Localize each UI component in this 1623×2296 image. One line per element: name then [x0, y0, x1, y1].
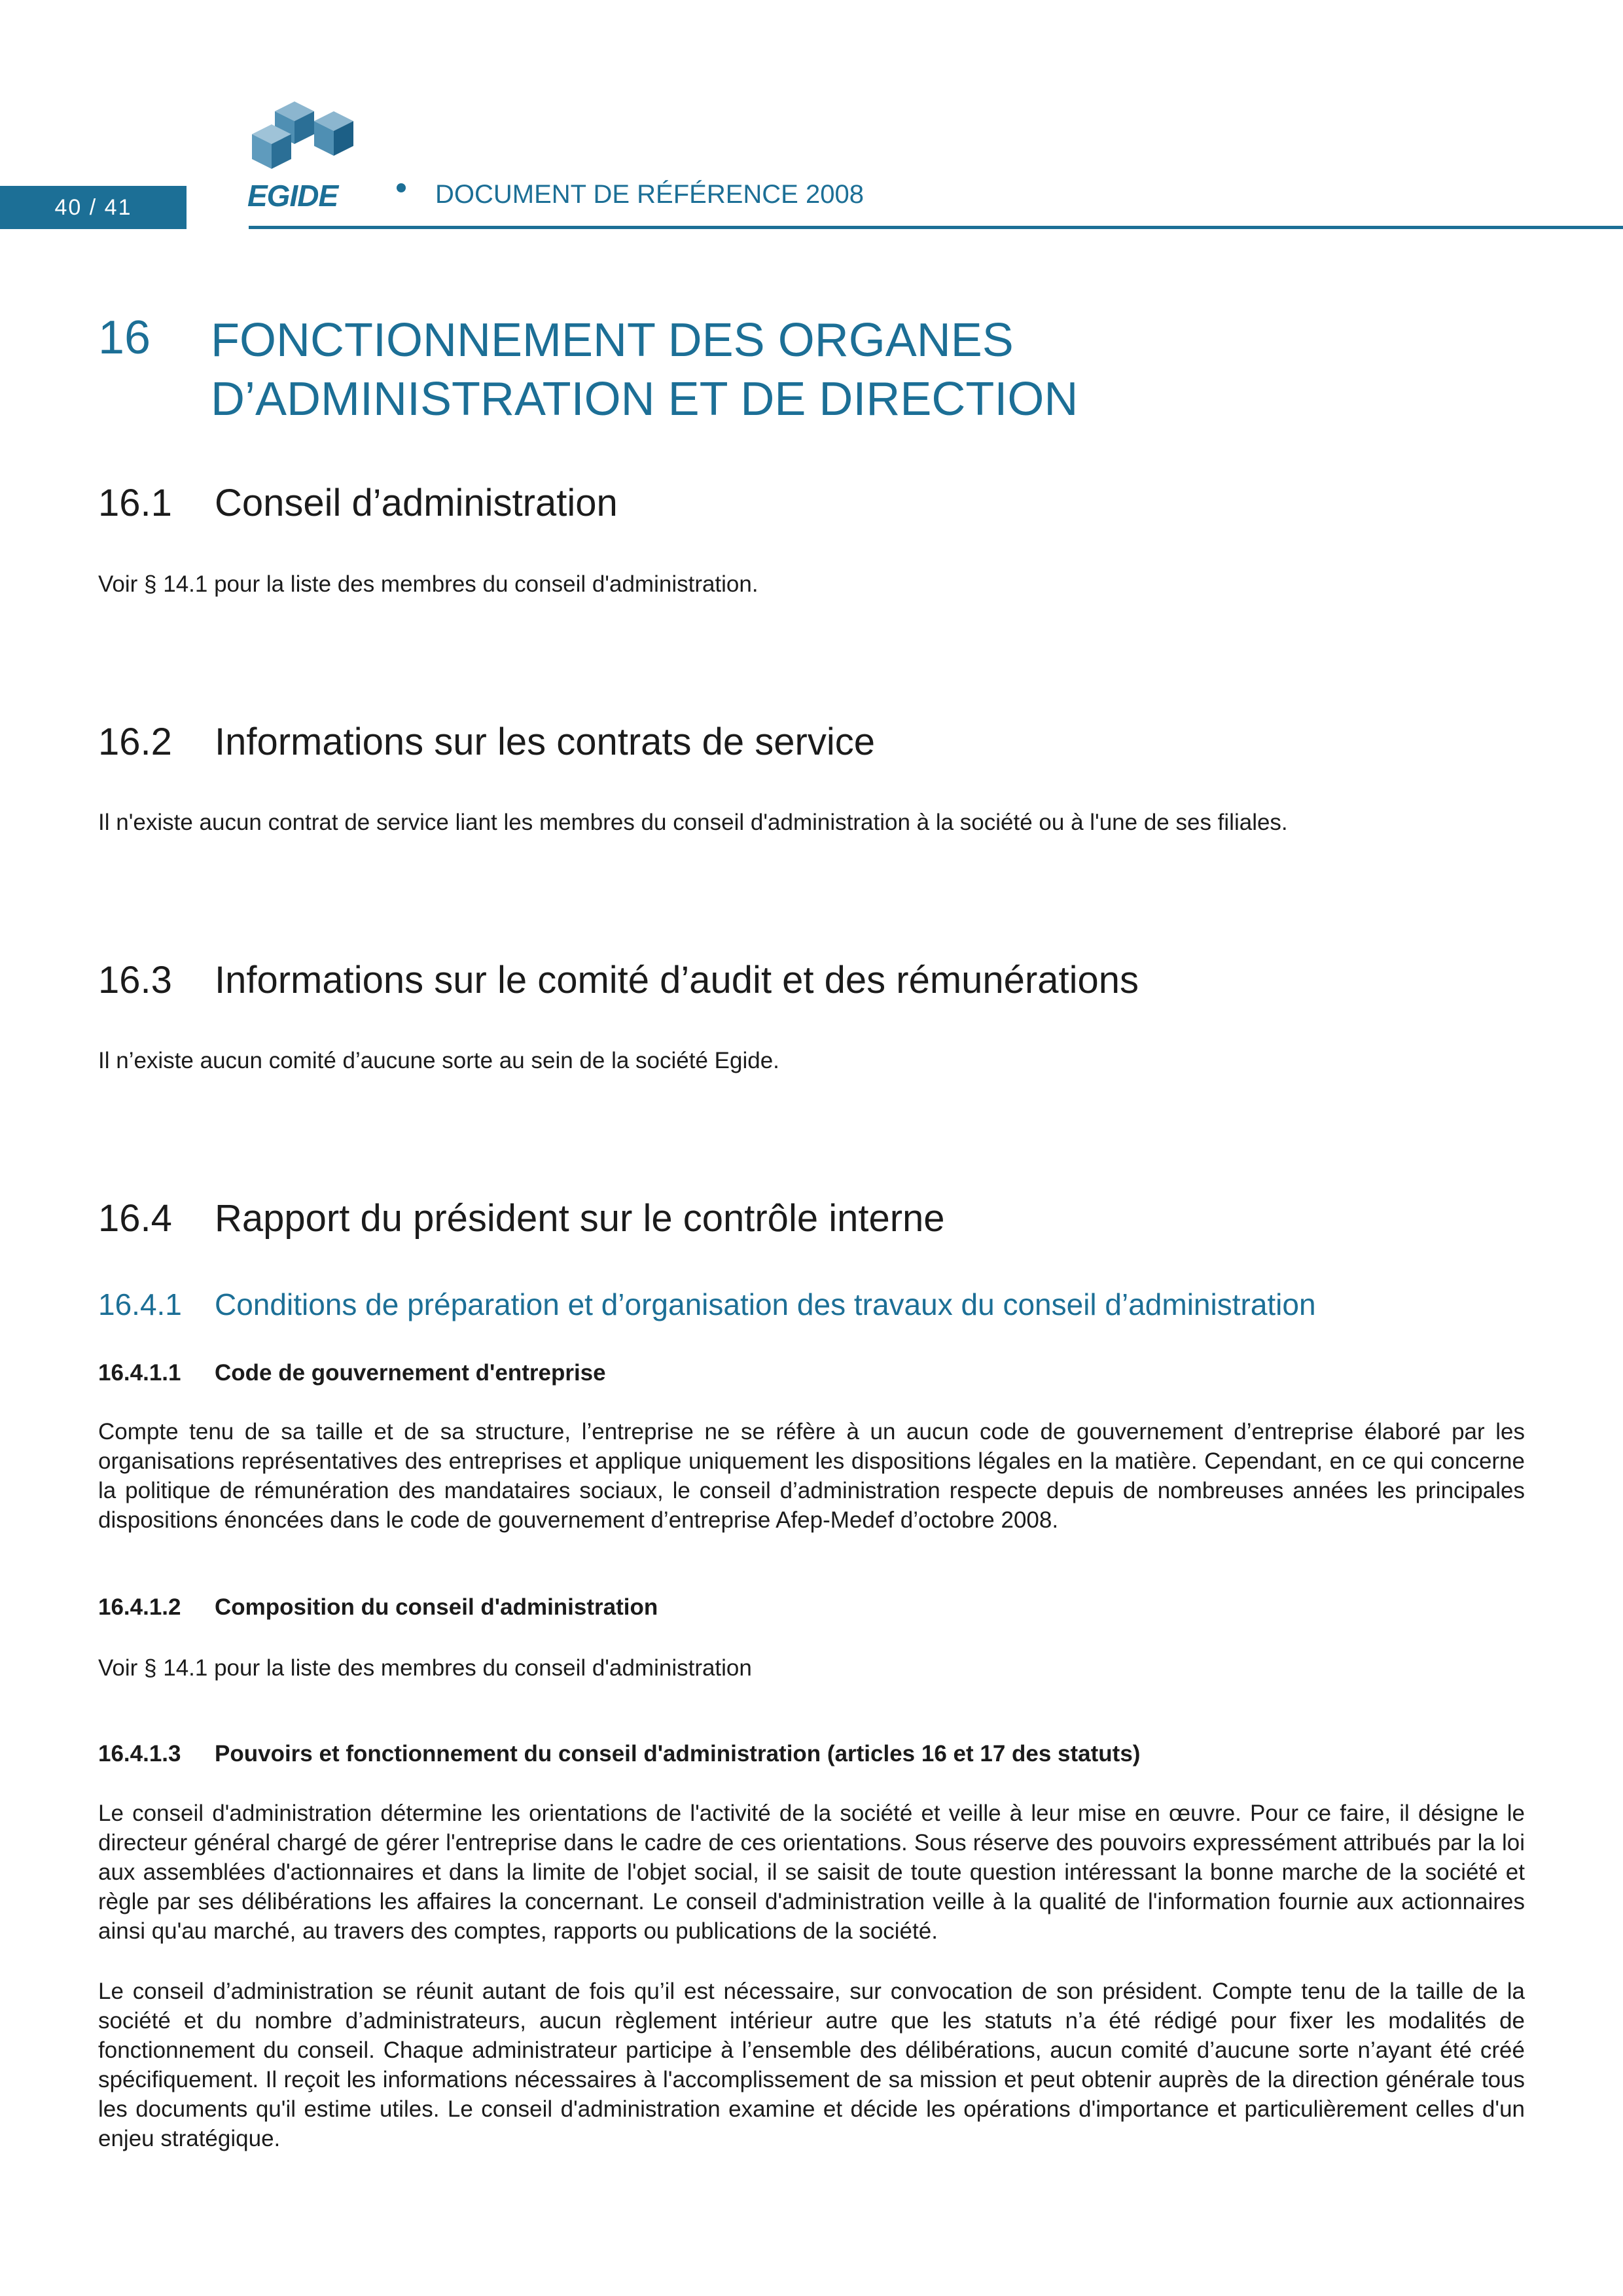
section-number: 16.2 — [98, 721, 172, 763]
chapter-number: 16 — [98, 312, 151, 364]
header-divider — [249, 226, 1623, 229]
document-title: DOCUMENT DE RÉFÉRENCE 2008 — [435, 180, 864, 209]
section-text: Il n'existe aucun contrat de service liant les membres du conseil d'administration à la société ou à l'une de ses filiales. — [98, 810, 1288, 835]
section-number: 16.1 — [98, 482, 172, 524]
subsubsection-number: 16.4.1.2 — [98, 1594, 181, 1620]
subsection-number: 16.4.1 — [98, 1287, 182, 1321]
section-number: 16.4 — [98, 1197, 172, 1240]
body-paragraph: Voir § 14.1 pour la liste des membres du conseil d'administration — [98, 1655, 752, 1681]
subsubsection-title: Code de gouvernement d'entreprise — [215, 1360, 606, 1386]
section-number: 16.3 — [98, 959, 172, 1001]
section-title: Conseil d’administration — [215, 482, 618, 524]
section-text: Il n’existe aucun comité d’aucune sorte au sein de la société Egide. — [98, 1048, 779, 1073]
subsubsection-number: 16.4.1.3 — [98, 1741, 181, 1767]
chapter-title: FONCTIONNEMENT DES ORGANES D’ADMINISTRATION ET DE DIRECTION — [211, 314, 1079, 425]
body-paragraph: Le conseil d’administration se réunit autant de fois qu’il est nécessaire, sur convocation de son président. Compte tenu de la taille de la société et du nombre d’administrateurs, aucun règlement intérieur autre que les statuts n’a été rédigé pour fixer les modalités de fonctionnement du conseil. Chaque administrateur participe à l’ensemble des délibérations, aucun comité d’aucune sorte n’ayant été créé spécifiquement. Il reçoit les informations nécessaires à l'accomplissement de sa mission et peut obtenir auprès de la direction générale tous les documents qu'il estime utiles. Le conseil d'administration examine et décide les opérations d'importance et particulièrement celles d'un enjeu stratégique. — [98, 1979, 1525, 2151]
subsubsection-title: Pouvoirs et fonctionnement du conseil d'administration (articles 16 et 17 des statuts) — [215, 1741, 1141, 1767]
section-text: Voir § 14.1 pour la liste des membres du conseil d'administration. — [98, 571, 758, 597]
subsubsection-number: 16.4.1.1 — [98, 1360, 181, 1386]
header-bullet — [397, 183, 406, 192]
subsection-title: Conditions de préparation et d’organisation des travaux du conseil d’administration — [215, 1287, 1316, 1321]
section-title: Informations sur le comité d’audit et des rémunérations — [215, 959, 1139, 1001]
section-title: Informations sur les contrats de service — [215, 721, 875, 763]
subsubsection-title: Composition du conseil d'administration — [215, 1594, 658, 1620]
body-paragraph: Le conseil d'administration détermine les orientations de l'activité de la société et veille à leur mise en œuvre. Pour ce faire, il désigne le directeur général chargé de gérer l'entreprise dans le cadre de ces orientations. Sous réserve des pouvoirs expressément attribués par la loi aux assemblées d'actionnaires et dans la limite de l'objet social, il se saisit de toute question intéressant la bonne marche de la société et règle par ses délibérations les affaires la concernant. Le conseil d'administration veille à la qualité de l'information fournie aux actionnaires ainsi qu'au marché, au travers des comptes, rapports ou publications de la société. — [98, 1801, 1525, 1944]
body-paragraph: Compte tenu de sa taille et de sa structure, l’entreprise ne se réfère à un aucun code de gouvernement d’entreprise élaboré par les organisations représentatives des entreprises et applique uniquement les dispositions légales en la matière. Cependant, en ce qui concerne la politique de rémunération des mandataires sociaux, le conseil d’administration respecte depuis de nombreuses années les principales dispositions énoncées dans le code de gouvernement d’entreprise Afep-Medef d’octobre 2008. — [98, 1419, 1525, 1533]
section-title: Rapport du président sur le contrôle interne — [215, 1197, 945, 1240]
page-indicator: 40 / 41 — [0, 186, 187, 229]
logo-wordmark: EGIDE — [247, 179, 338, 213]
